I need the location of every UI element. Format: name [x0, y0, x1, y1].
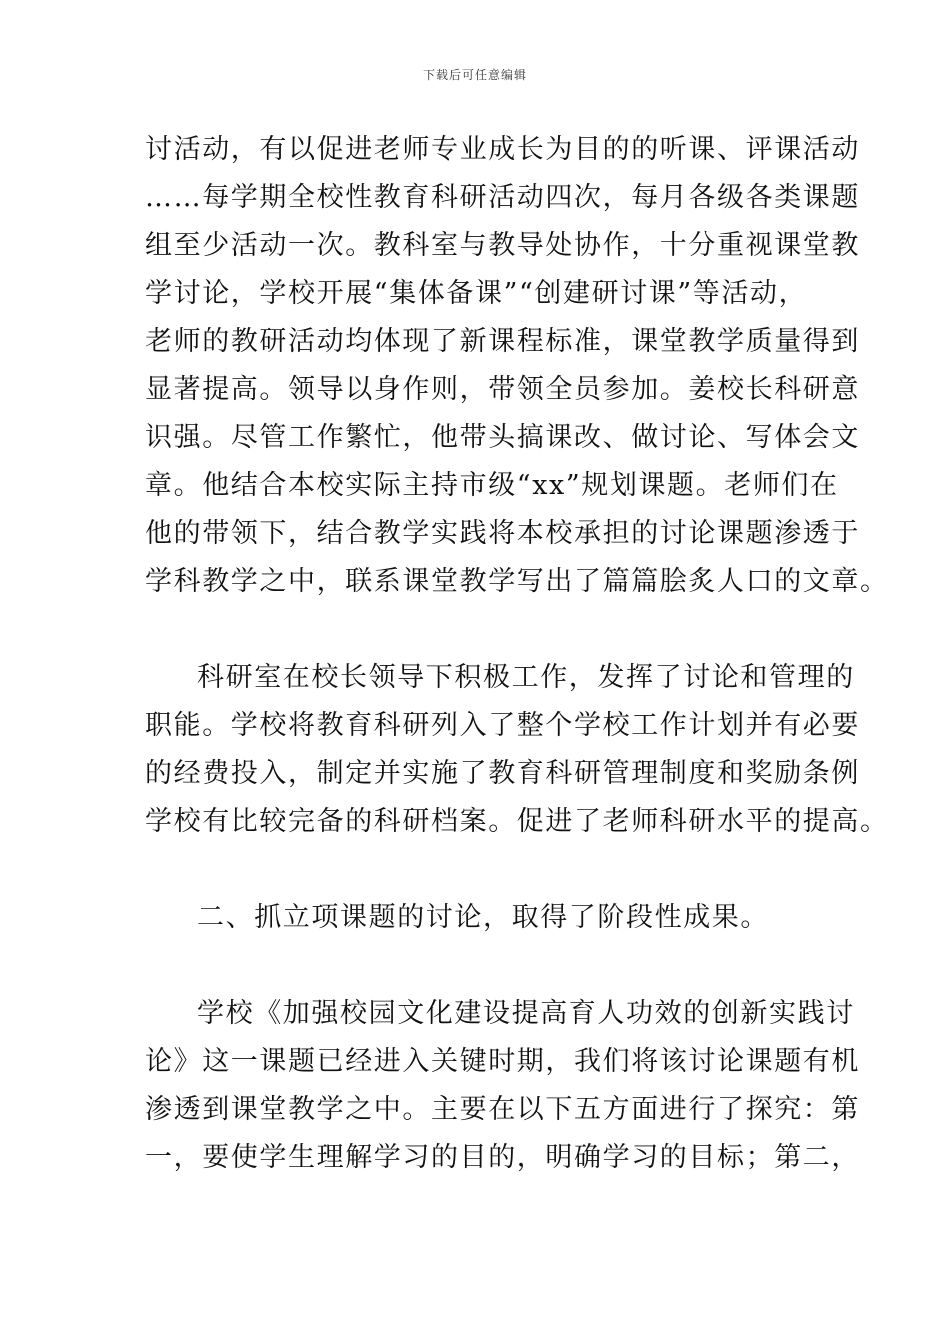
text-line: 老师的教研活动均体现了新课程标准，课堂教学质量得到	[145, 326, 860, 357]
text-line: 组至少活动一次。教科室与教导处协作，十分重视课堂教	[145, 230, 860, 261]
text-line: 学校《加强校园文化建设提高育人功效的创新实践讨	[197, 998, 855, 1029]
text-line: 论》这一课题已经进入关键时期，我们将该讨论课题有机	[145, 1046, 860, 1077]
text-line: 讨活动，有以促进老师专业成长为目的的听课、评课活动	[145, 134, 860, 165]
text-line: 学讨论，学校开展“集体备课”“创建研讨课”等活动，	[145, 278, 808, 309]
text-line: 渗透到课堂教学之中。主要在以下五方面进行了探究：第	[145, 1094, 860, 1125]
text-line: 识强。尽管工作繁忙，他带头搞课改、做讨论、写体会文	[145, 422, 860, 453]
text-line: 显著提高。领导以身作则，带领全员参加。姜校长科研意	[145, 374, 860, 405]
text-line: 章。他结合本校实际主持市级“xx”规划课题。老师们在	[145, 470, 839, 501]
text-line: 学校有比较完备的科研档案。促进了老师科研水平的提高。	[145, 806, 889, 837]
text-line: 科研室在校长领导下积极工作，发挥了讨论和管理的	[197, 662, 855, 693]
text-line: 学科教学之中，联系课堂教学写出了篇篇脍炙人口的文章。	[145, 566, 889, 597]
text-line: 他的带领下，结合教学实践将本校承担的讨论课题渗透于	[145, 518, 860, 549]
text-line: 职能。学校将教育科研列入了整个学校工作计划并有必要	[145, 710, 860, 741]
text-line: 的经费投入，制定并实施了教育科研管理制度和奖励条例	[145, 758, 860, 789]
text-line: 一，要使学生理解学习的目的，明确学习的目标；第二，	[145, 1142, 860, 1173]
page-header: 下载后可任意编辑	[422, 68, 527, 82]
text-line: ……每学期全校性教育科研活动四次，每月各级各类课题	[145, 182, 860, 213]
section-heading: 二、抓立项课题的讨论，取得了阶段性成果。	[197, 902, 769, 933]
